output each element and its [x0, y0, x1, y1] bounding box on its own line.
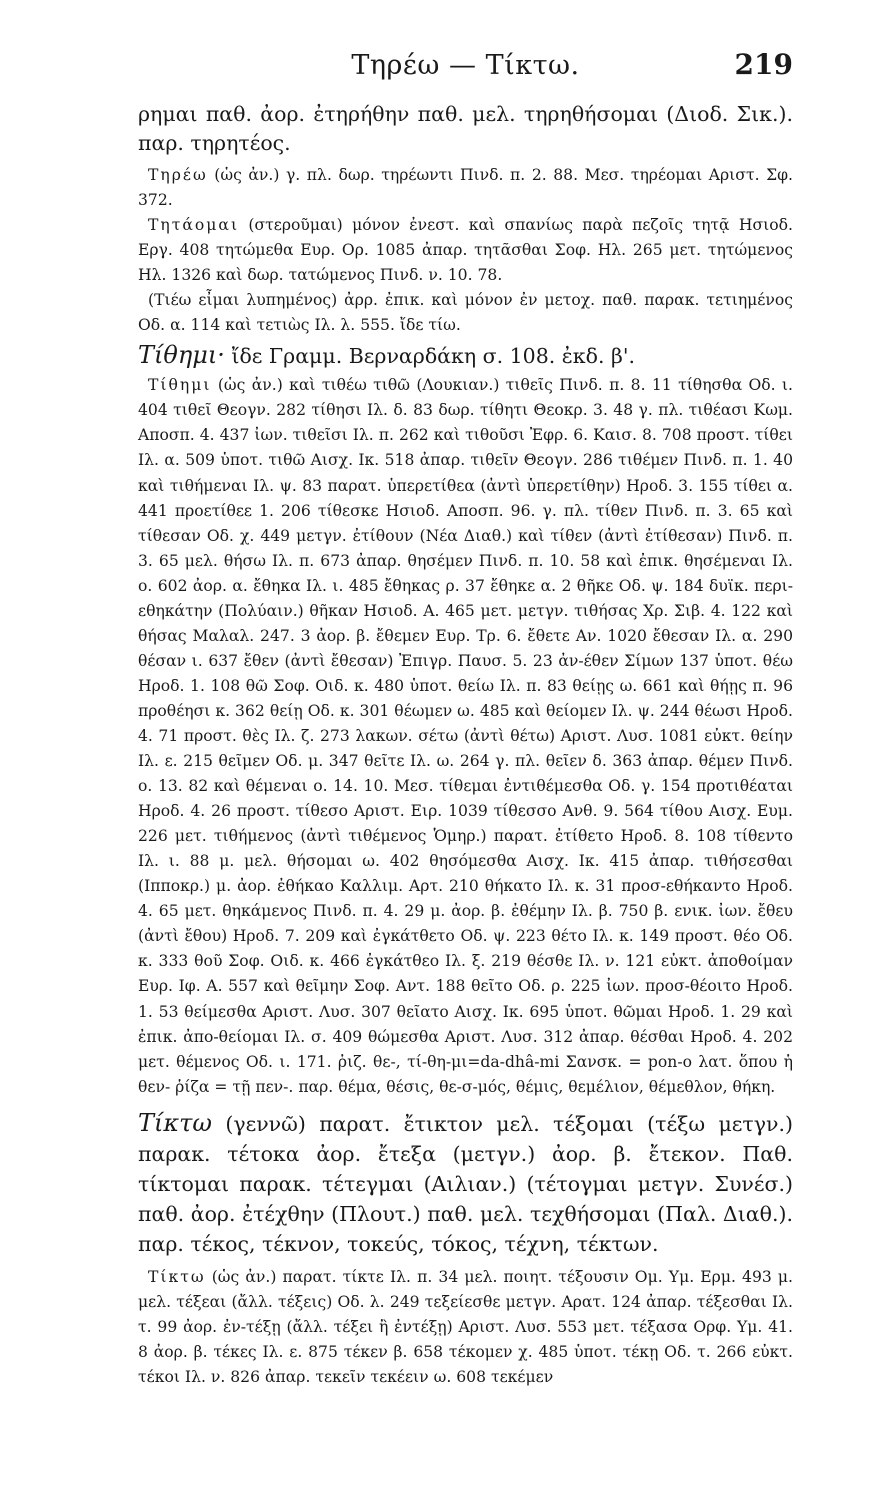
page-number: 219 — [734, 48, 793, 81]
entry-tikto-head: Τίκτω — [148, 1267, 206, 1286]
entry-tikto — [138, 1265, 793, 1390]
entry-tithemi-headline — [138, 338, 793, 373]
entry-tereo — [138, 163, 793, 213]
entry-tithemi — [138, 373, 793, 1099]
entry-tetaomai-head: Τητάομαι — [148, 216, 240, 235]
page-body — [138, 100, 793, 1390]
running-title: Τηρέω — Τίκτω. — [351, 50, 580, 81]
entry-tikto-headword: Τίκτω — [138, 1108, 213, 1137]
entry-tetaomai-text: (στεροῦμαι) μόνον ἐνεστ. καὶ σπανίως παρὰ πεζοῖς τητᾷ Ησιοδ. Εργ. 408 τητώμεθα Ευρ. Ορ. 1085 ἀπαρ. τητᾶσθαι Σοφ. Ηλ. 265 μετ. τητώμενος Ηλ. 1326 καὶ δωρ. τατώμενος Πινδ. ν. 10. 78. — [138, 216, 793, 285]
entry-tithemi-headword: Τίθημι· — [138, 341, 225, 370]
continued-entry-text: ρημαι παθ. ἀορ. ἐτηρήθην παθ. μελ. τηρηθήσομαι (Διοδ. Σικ.). παρ. τηρητέος. — [138, 102, 793, 155]
entry-tikto-headline — [138, 1108, 793, 1259]
entry-tieo: (Τιέω εἶμαι λυπημένος) ἀρρ. ἐπικ. καὶ μόνον ἐν μετοχ. παθ. παρακ. τετιημένος Οδ. α. 114 καὶ τετιὼς Ιλ. λ. 555. ἴδε τίω. — [138, 291, 793, 335]
entry-tithemi-head: Τίθημι — [148, 376, 212, 395]
entry-tithemi-headline-text: ἴδε Γραμμ. Βερναρδάκη σ. 108. ἐκδ. β'. — [224, 344, 635, 369]
entry-tetaomai — [138, 213, 793, 288]
entry-tithemi-text: (ὡς ἀν.) καὶ τιθέω τιθῶ (Λουκιαν.) τιθεῖς Πινδ. π. 8. 11 τίθησθα Οδ. ι. 404 τιθεῖ Θεογν. 282 τίθησι Ιλ. δ. 83 δωρ. τίθητι Θεοκρ. 3. 48 γ. πλ. τιθέασι Κωμ. Αποσπ. 4. 437 ἰων. τιθεῖσι Ιλ. π. 262 καὶ τιθοῦσι Ἐφρ. 6. Καισ. 8. 708 προστ. τίθει Ιλ. α. 509 ὑποτ. τιθῶ Αισχ. Ικ. 518 ἀπαρ. τιθεῖν Θεογν. 286 τιθέμεν Πινδ. π. 1. 40 καὶ τιθήμεναι Ιλ. ψ. 83 παρατ. ὑπερετίθεα (ἀντὶ ὑπερετίθην) Ηροδ. 3. 155 τίθει α. 441 προετίθεε 1. 206 τίθεσκε Ησιοδ. Αποσπ. 96. γ. πλ. τίθεν Πινδ. π. 3. 65 καὶ τίθεσαν Οδ. χ. 449 μετγν. ἐτίθουν (Νέα Διαθ.) καὶ τίθεν (ἀντὶ ἐτίθεσαν) Πινδ. π. 3. 65 μελ. θήσω Ιλ. π. 673 ἀπαρ. θησέμεν Πινδ. π. 10. 58 καὶ ἐπικ. θησέμεναι Ιλ. ο. 602 ἀορ. α. ἔθηκα Ιλ. ι. 485 ἔθηκας ρ. 37 ἔθηκε α. 2 θῆκε Οδ. ψ. 184 δυϊκ. περι-εθηκάτην (Πολύαιν.) θῆκαν Ησιοδ. Α. 465 μετ. μετγν. τιθήσας Χρ. Σιβ. 4. 122 καὶ θήσας Μαλαλ. 247. 3 ἀορ. β. ἔθεμεν Ευρ. Τρ. 6. ἔθετε Αν. 1020 ἔθεσαν Ιλ. α. 290 θέσαν ι. 637 ἔθεν (ἀντὶ ἔθεσαν) Ἐπιγρ. Παυσ. 5. 23 ἀν-έθεν Σίμων 137 ὑποτ. θέω Ηροδ. 1. 108 θῶ Σοφ. Οιδ. κ. 480 ὑποτ. θείω Ιλ. π. 83 θείῃς ω. 661 καὶ θήῃς π. 96 προθέησι κ. 362 θείῃ Οδ. κ. 301 θέωμεν ω. 485 καὶ θείομεν Ιλ. ψ. 244 θέωσι Ηροδ. 4. 71 προστ. θὲς Ιλ. ζ. 273 λακων. σέτω (ἀντὶ θέτω) Αριστ. Λυσ. 1081 εὐκτ. θείην Ιλ. ε. 215 θεῖμεν Οδ. μ. 347 θεῖτε Ιλ. ω. 264 γ. πλ. θεῖεν δ. 363 ἀπαρ. θέμεν Πινδ. ο. 13. 82 καὶ θέμεναι ο. 14. 10. Μεσ. τίθεμαι ἐντιθέμεσθα Οδ. γ. 154 προτιθέαται Ηροδ. 4. 26 προστ. τίθεσο Αριστ. Ειρ. 1039 τίθεσσο Ανθ. 9. 564 τίθου Αισχ. Ευμ. 226 μετ. τιθήμενος (ἀντὶ τιθέμενος Ὁμηρ.) παρατ. ἐτίθετο Ηροδ. 8. 108 τίθεντο Ιλ. ι. 88 μ. μελ. θήσομαι ω. 402 θησόμεσθα Αισχ. Ικ. 415 ἀπαρ. τιθήσεσθαι (Ιπποκρ.) μ. ἀορ. ἐθήκαο Καλλιμ. Αρτ. 210 θήκατο Ιλ. κ. 31 προσ-εθήκαντο Ηροδ. 4. 65 μετ. θηκάμενος Πινδ. π. 4. 29 μ. ἀορ. β. ἐθέμην Ιλ. β. 750 β. ενικ. ἰων. ἔθευ (ἀντὶ ἔθου) Ηροδ. 7. 209 καὶ ἐγκάτθετο Οδ. ψ. 223 θέτο Ιλ. κ. 149 προστ. θέο Οδ. κ. 333 θοῦ Σοφ. Οιδ. κ. 466 ἐγκάτθεο Ιλ. ξ. 219 θέσθε Ιλ. ν. 121 εὐκτ. ἀποθοίμαν Ευρ. Ιφ. Α. 557 καὶ θεῖμην Σοφ. Αντ. 188 θεῖτο Οδ. ρ. 225 ἰων. προσ-θέοιτο Ηροδ. 1. 53 θείμεσθα Αριστ. Λυσ. 307 θεῖατο Αισχ. Ικ. 695 ὑποτ. θῶμαι Ηροδ. 1. 29 καὶ ἐπικ. ἀπο-θείομαι Ιλ. σ. 409 θώμεσθα Αριστ. Λυσ. 312 ἀπαρ. θέσθαι Ηροδ. 4. 202 μετ. θέμενος Οδ. ι. 171. ῥιζ. θε-, τί-θη-μι=da-dhâ-mi Σανσκ. = pon-o λατ. ὅπου ἡ θεν- ῥίζα = τῇ πεν-. παρ. θέμα, θέσις, θε-σ-μός, θέμις, θεμέλιον, θέμεθλον, θήκη. — [138, 376, 793, 1096]
entry-tereo-head: Τηρέω — [148, 166, 208, 184]
entry-tikto-text: (ὡς ἀν.) παρατ. τίκτε Ιλ. π. 34 μελ. ποιητ. τέξουσιν Ομ. Υμ. Ερμ. 493 μ. μελ. τέξεαι (ἄλλ. τέξεις) Οδ. λ. 249 τεξείεσθε μετγν. Αρατ. 124 ἀπαρ. τέξεσθαι Ιλ. τ. 99 ἀορ. ἐν-τέξῃ (ἄλλ. τέξει ἢ ἐντέξῃ) Αριστ. Λυσ. 553 μετ. τέξασα Ορφ. Υμ. 41. 8 ἀορ. β. τέκες Ιλ. ε. 875 τέκεν β. 658 τέκομεν χ. 485 ὑποτ. τέκῃ Οδ. τ. 266 εὐκτ. τέκοι Ιλ. ν. 826 ἀπαρ. τεκεῖν τεκέειν ω. 608 τεκέμεν — [138, 1267, 793, 1386]
entry-tereo-text: (ὡς ἀν.) γ. πλ. δωρ. τηρέωντι Πινδ. π. 2. 88. Μεσ. τηρέομαι Αριστ. Σφ. 372. — [138, 166, 793, 210]
running-head — [138, 46, 793, 90]
entry-tikto-headline-text: (γεννῶ) παρατ. ἔτικτον μελ. τέξομαι (τέξω μετγν.) παρακ. τέτοκα ἀορ. ἔτεξα (μετγν.) ἀορ. β. ἔτεκον. Παθ. τίκτομαι παρακ. τέτεγμαι (Αιλιαν.) (τέτογμαι μετγν. Συνέσ.) παθ. ἀορ. ἐτέχθην (Πλουτ.) παθ. μελ. τεχθήσομαι (Παλ. Διαθ.). παρ. τέκος, τέκνον, τοκεύς, τόκος, τέχνη, τέκτων. — [138, 1111, 793, 1256]
